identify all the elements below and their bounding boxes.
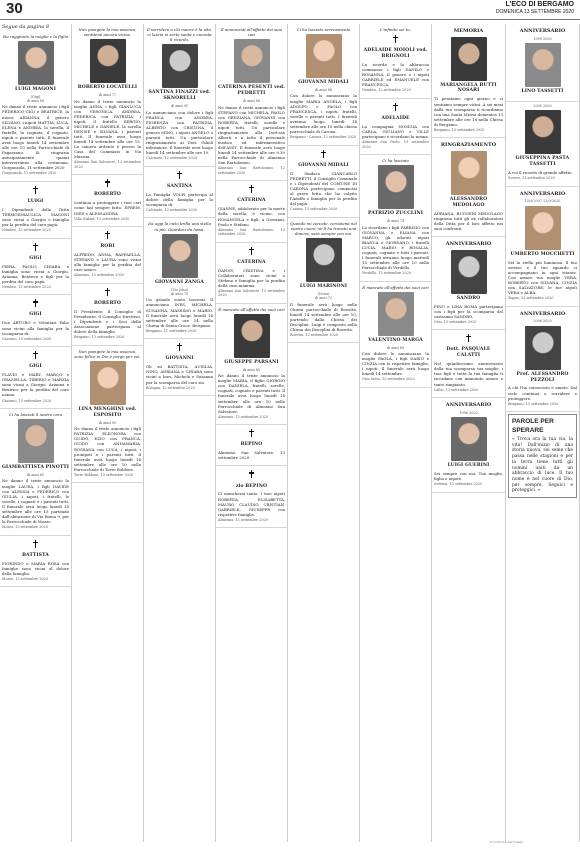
portrait-photo [451,37,487,81]
notice-item [144,218,215,339]
notice-item [72,346,143,484]
box-title: PAROLE PER SPERARE [512,418,554,434]
notice-intro: Da oggi la cielo brilla una stella in più. Guardaci da lassù. [148,221,211,232]
deceased-name: GIAMBATTISTA PINOTTI [2,465,70,471]
notice-place-date: Rovetta, 12 settembre 2020 [290,333,339,338]
page-number: 30 [6,0,23,17]
notice-body: La ricorda e la abbraccia commossa i figli DANILO e ROSANNA, il genero e i nipoti GABRIELE ed EMANUELE con FRANCESCA. [362,62,429,88]
deceased-name: ROBERTO LOCATELLI [77,85,138,91]
notice-item [432,24,505,138]
notice-place-date: Verdello, 12 settembre 2020 [362,271,411,276]
notice-body: La Famiglia VOLPI partecipa al dolore della famiglia per la scomparsa di. [146,191,213,207]
page-header [0,0,580,20]
deceased-name: LUIGI [27,198,44,204]
deceased-name: PATRIZIO ZUCCLINI [367,211,424,217]
deceased-name: BATTISTA [22,552,49,558]
deceased-name: CATERINA PESENTI ved. PEDRETTI [218,85,285,97]
age: di anni 77 [98,93,117,98]
notice-item [506,307,579,413]
deceased-name: UMBERTO MOCCHETTI [510,251,575,257]
portrait-photo [18,41,54,85]
portrait-photo [378,165,414,209]
notice-body: PIERA, PAOLO, CHIARA e famiglia sono vicini a Giorgio, Arianna, Beatrice e figli per la perdita del caro papà. [2,263,69,284]
notice-item [144,167,215,219]
notice-body: Con dolore lo annunciano la moglie MARIA ANGELA, i figli ADOLFO e PAOLO con FRANCESCA, i nipoti, fratelli, sorelle e parenti tutti. I funerali avranno luogo lunedì 14 settembre alle ore 10 nella chiesa parrocchiale di Carona. [290,93,357,135]
parole-per-sperare-box [508,414,577,498]
cross-icon [33,299,38,307]
nickname: (Gigi) [30,94,41,99]
deceased-name: GIOVANNI MIDALI [298,162,349,168]
notice-place-date: Carona, 13 settembre 2020 [290,207,338,212]
notice-body: Il Presidente, il Consiglio di Presidenza, il Consiglio Direttivo, i Dipendenti e i Soci della Associazione partecipano al dolore della famiglia. [74,308,141,335]
notice-body: Il Sindaco GIANCARLO PEDRETTI, il Consiglio Comunale e i Dipendenti del COMUNE DI CARONA partecipano commossi al grave lutto che ha colpito l'Adolfo e famiglia per la perdita del papà. [290,170,357,207]
notice-body: Con dolore lo annunciano la moglie PAOLA, i figli DARIO e CINZIA con le rispettive famiglie, i nipoti. Il funerale avrà luogo lunedì 14 settembre. [362,351,429,377]
notice-item [360,24,431,99]
continued-note: Segue da pagina 8 [2,24,50,30]
notice-place-date: Almenno, 13 settembre 2020 [74,273,124,278]
notice-place-date: Calcinate, 13 settembre 2020 [146,208,198,212]
notice-item [432,237,505,330]
notice-item [216,24,287,181]
age: di anni 88 [314,88,333,93]
portrait-photo [525,326,561,370]
notice-place-date: Mozzo, 13 settembre 2020 [2,576,48,581]
deceased-name: LUIGI MAGONI [15,86,56,92]
column-2 [72,24,144,842]
cross-icon [177,171,182,179]
portrait-photo [90,361,126,405]
notice-intro: È mancato all'affetto dei suoi cari [362,284,429,290]
deceased-name: BEPINO [240,442,263,448]
cross-icon [105,231,110,239]
notice-item [0,347,71,409]
notice-body: Almenno San Salvatore, 13 settembre 2020 [218,450,285,461]
notice-place-date: Almenno, 13 settembre 2020 [218,517,268,522]
notice-place-date: Nembro, 13 settembre 2020 [2,228,51,233]
notice-body: Ti pensiamo ogni giorno e ci sentiamo sempre vicini. A sei mesi dalla tua scomparsa ti ricordiamo con una Santa Messa domenica 13 settembre alle ore 18 nella Chiesa di Bergamo. [434,96,503,127]
portrait-photo [90,39,126,83]
notice-item [216,466,287,528]
deceased-name: GIGI [29,312,42,318]
notice-place-date: Lallio, 13 settembre 2020 [434,387,479,392]
notice-type: ANNIVERSARIO [445,402,492,409]
notice-body: La compagnia NOSIGIA con CARLA, GIULIANO e VILLE partecipano e ricordano la nonna. [362,123,429,140]
cross-icon [249,429,254,437]
age: di anni 91 [170,104,189,109]
deceased-name: MARIANGELA BUTTI NOSARI [440,82,497,94]
deceased-name: CATERINA [237,198,266,204]
cross-icon [393,35,398,43]
notice-place-date: Sovere, 13 settembre 2020 [508,176,555,181]
deceased-name: SANDRO [456,295,481,301]
notice-type: ANNIVERSARIO [445,241,492,248]
notice-body: DANNY, CRISTINA e i Collaboratori sono vicini a Stefano e famiglia per la perdita della cara mamma. [218,267,285,288]
issue-date: DOMENICA 13 SETTEMBRE 2020 [495,9,574,15]
notice-body: A voi il ricordo di grande affetto. [508,170,573,176]
notice-body: Un grande vuoto lascerai. Il annunciano INES, MICHELA, SUSANNA, MASSIMO e MARIO. Il funerale avrà luogo lunedì 14 settembre alle ore 14 nella Chiesa di Santa Croce. Bergamo. [146,297,213,328]
notice-type: ANNIVERSARIO [519,28,566,34]
notice-years: 1999 2020 [533,36,552,41]
notice-item [360,99,431,155]
notice-body: Il funerale avrà luogo nella Chiesa parrocchiale di Rovetta, lunedì 14 settembre alle ore 10, partendo dalla Chiesa dei Disciplini. Luigi è composto nella Chiesa dei Disciplini di Rovetta. [290,301,357,332]
notice-place-date: Osio Sotto, 12 settembre 2020 [362,377,415,382]
notice-place-date: Almenno, 13 settembre 2020 [218,414,268,419]
nickname: (Dossi) [317,291,330,296]
deceased-name: GIOVANNI MIDALI [298,80,349,86]
notice-body: Gli zii BATTISTA, AUSILIA, NINO, ADRIANA e CHIARA sono vicini a Ines, Michela e Susanna per la scomparsa del caro zio. [146,364,213,385]
notice-body: Sei la stella più luminosa. Il tuo sorriso e il tuo sguardo ci accompagnano in ogni istante. Con amore tua moglie VERA, ROBERTO con SILVANA, CINZIA con SALVATORE, le tue nipoti VERA e ALBA. [508,259,577,296]
notice-place-date: Almenno San Paolo, 13 settembre 2020 [362,140,429,149]
notice-body: Nel quindicesimo anniversario della tua scomparsa tua moglie, i tuoi figli e tutta la tua famiglia ti ricordano con immutato amore e tanto rimpianto. [434,361,503,387]
notice-body: Ne danno il triste annuncio la moglie LAURA, i figli DAVIDE con ALESSIA e FEDERICO con GIULIA, i nipoti, i fratelli, le sorelle, i cognati e i parenti tutti. Il funerale avrà luogo lunedì 14 settembre alle ore 15 partendo dall'abitazione di Via Roma 9, per la Parrocchiale di Mozzo. [2,478,69,525]
notice-type: ANNIVERSARIO [519,310,566,317]
notice-years: 2005 2020 [533,103,552,108]
notice-place-date: Bergamo, 13 settembre 2020 [434,127,485,132]
notice-body: GIANNE, addolorato per la morte della sorella, è vicino, con ROSANGELA e figli, a Giovanni, Paolo e Stefano. [218,206,285,227]
notice-place-date: Almenno San Bartolomeo, 12 settembre 2020 [218,166,285,175]
notice-body: A chi l'ha conosciuto e amato. Dal cielo continua a sorridere e proteggere. [508,385,577,401]
deceased-name: GIGI [29,255,42,261]
deceased-name: VALENTINO MARGA [368,337,423,343]
cross-icon [33,243,38,251]
deceased-name: zio BEPINO [235,483,268,489]
deceased-name: LINA MENGHINI ved. ESPOSITO [78,406,137,418]
notice-item [0,536,71,588]
notice-body: Ne danno il triste annuncio la moglie ANNA, i figli GIANLUCA con VERONICA, ANDREA, FEDERICA con PATRIZIA, i nipoti, il fratello SERGIO, MICHELE e DANIELE, la sorella DENISE e SILVANA, i parenti tutti. Il funerale avrà luogo lunedì 14 settembre alle ore 15. La camera ardente è presso la Casa del Commiato in Via Mazzini. [74,98,141,160]
portrait-photo [525,206,561,250]
age: di anni 89 [386,345,405,350]
notice-place-date: Calcinate, 12 settembre 2020 [146,156,198,161]
deceased-name: SANTINA FINAZZI ved. SKNORELLI [148,90,211,102]
cross-icon [249,470,254,478]
column-6 [360,24,432,842]
notice-intro: Non piangete la mia assenza, sono felice in Dio e prego per voi. [74,348,141,359]
deceased-name: LINO TASSETTI [521,88,564,94]
notice-place-date: Almenno San Bartolomeo, 13 settembre 2020 [218,227,285,237]
notice-item [0,239,71,296]
column-8 [506,24,580,842]
box-text: « Trova ora la tua via, la vita! Dall'inizio di una storia nuova, sei seme che passa nelle stagioni e per la terra tiene tutti gli uomini uniti da un abbraccio di luce. Il tuo nome è nel cuore di Dio, per sempre. Seguici e proteggici. » [512,437,573,494]
notice-body: Sei sempre con noi. Tua moglie, figlio e nipote. [434,470,503,481]
column-7 [432,24,506,842]
notice-item [144,24,215,167]
notice-body: ADRIANA, RUGGERI MEDOLAGO ringrazia tutti gli ex collaboratori della Ditta per il loro affetto nei suoi confronti. [434,210,503,231]
notice-item [432,330,505,398]
notice-item [0,409,71,536]
notice-item [432,398,505,492]
deceased-name: ALESSANDRO MEDOLAGO [449,196,488,208]
footer-credit: Il Conforto del Fedele [490,840,524,844]
notice-years: 2006 2020 [533,319,552,324]
portrait-photo [162,44,198,88]
deceased-name: GIUSEPPINA PASTA TASSETTI [515,156,570,168]
deceased-name: Prof. ALESSANDRO PEZZOLI [516,371,569,383]
notice-place-date: Bergamo, 13 settembre 2020 [508,401,559,406]
notice-place-date: Osio, 13 settembre 2020 [434,319,477,324]
deceased-name: SANTINA [166,183,193,189]
age: di anni 89 [26,98,45,103]
notice-place-date: Bologna, 12 settembre 2020 [146,385,195,390]
age: di anni 90 [98,420,117,425]
age: di anni 72 [314,296,333,301]
notice-place-date: Zogno, 13 settembre 2020 [508,296,554,301]
notice-body: continua a proteggere i tuoi cari come hai sempre fatto. EFREM, INES e ALESSANDRA. [74,200,141,216]
cross-icon [466,334,471,342]
notice-body: Ne danno il triste annuncio i figli FEDERICO-GIGI e BEATRICE, la nuora ARIANNA, il genero SILVANO, i nipoti MATTIA, LUCA, ELENA e ANDREA, la sorella, il fratello, la cognata, il cognato, nipoti e parenti tutti. Il funerale avrà luogo lunedì 14 settembre alle ore 10 nella Parrocchiale di Pagazzano. Si ringrazia anticipatamente quanti interverranno alla cerimonia. Gorgonzola, 11 settembre 2020 [2,104,69,171]
deceased-name: GIUSEPPE PARSANI [224,359,279,365]
cross-icon [33,351,38,359]
notice-body: Ci mancherai tanto. I tuoi nipoti ROBERTA, ELISABETTA, MAURO, CLAUDIO, CRISTIAN, GABRIELE, GIUSEPPE con rispettive famiglie. [218,491,285,517]
deceased-name: ROBERTO [93,192,122,198]
age: di anni 86 [242,99,261,104]
notice-item [216,243,287,304]
deceased-name: LUIGI GUERINI [447,462,490,468]
cross-icon [33,186,38,194]
cross-icon [249,185,254,193]
cross-icon [177,343,182,351]
notice-item [506,187,579,307]
notice-type: ANNIVERSARIO [519,190,566,197]
notice-body: Ne danno il triste annuncio i figli PATRIZIA, ELEONORA con GUIDO, EZIO con FRANCA, GUIDO con ANNAMARIA, ROSSANA con LUCA, i nipoti, i pronipoti e i parenti tutti. Il funerale avrà luogo lunedì 14 settembre alle ore 10 nella Parrocchiale di Torre Boldone. [74,426,141,472]
notice-intro: Ha raggiunto la moglie e la figlia [2,33,69,39]
notice-place-date: Almenno San Salvatore, 13 settembre 2020 [218,288,285,298]
portrait-photo [451,151,487,195]
cross-icon [249,247,254,255]
column-1 [0,24,72,842]
notice-body: Lo ricordano i figli FABRIZIO con GIOVANNA e ELIANA con MARCO, gli adorati nipoti BIANCA e GIORDANO, i fratelli LUCIA, MARIO e ROSALIA, cognati, cognate e tutti i parenti. I funerali avranno luogo martedì 15 settembre alle ore 10 nella Parrocchiale di Verdello. [362,224,429,271]
age: di anni 65 [26,473,45,477]
portrait-photo [306,34,342,78]
portrait-photo [525,110,561,154]
notice-type: MEMORIA [453,28,484,34]
deceased-name: CATERINA [237,259,266,265]
notice-item [0,31,71,182]
notice-place-date: Sedrina, 13 settembre 2020 [434,482,483,487]
notice-item [360,282,431,388]
deceased-name: ROBERTO [93,300,122,306]
notice-years: 1996 2020 [459,410,478,415]
notice-place-date: Bergamo, 13 settembre 2020 [74,335,125,340]
column-3 [144,24,216,842]
notice-item [216,425,287,466]
cross-icon [105,179,110,187]
notice-place-date: Almenno San Salvatore, 12 settembre 2020 [74,160,141,169]
notice-place-date: Torre Boldone, 13 settembre 2020 [74,472,134,477]
portrait-photo [234,39,270,83]
notice-type: RINGRAZIAMENTO [440,142,497,149]
notice-body: FLAVIO e MARY, MARCO e GRAZIELLA, TIBERIO e MARZIA sono vicini a Giorgio, Arianna e Beatrice per la perdita del caro nonno. [2,372,69,398]
portrait-photo [306,238,342,282]
notice-place-date: Villa d'Almè, 13 settembre 2020 [74,216,130,221]
portrait-photo [525,43,561,87]
cross-icon [393,103,398,111]
portrait-photo [234,314,270,358]
notice-intro: Non piangete la mia assenza, sentitemi ancora vicino. [78,27,137,38]
notice-intro: L'infinito sei tu. [380,27,411,32]
notice-item [216,181,287,242]
notice-place-date: Gavarno, 13 settembre 2020 [2,336,52,341]
notice-intro: Ci ha lasciati il nostro caro [8,411,63,417]
cross-icon [33,540,38,548]
notice-item [216,304,287,426]
notice-item [72,284,143,346]
deceased-name: LUIGI MARINONI [299,283,348,289]
notice-place-date: Mozzo, 13 settembre 2020 [2,525,48,530]
age: di anni 79 [170,291,189,296]
notice-body: Don ARTURO e Volontari Palio sono vicini alla famiglia per la scomparsa di. [2,320,69,336]
deceased-name: GIGI [29,364,42,370]
cross-icon [105,288,110,296]
portrait-photo [451,417,487,461]
notice-place-date: Bergamo, 11 settembre 2020 [146,328,197,333]
notice-place-date: Gavarno, 13 settembre 2020 [2,398,52,403]
notice-intro: Ci ha lasciato serenamente [296,27,351,32]
deceased-name: ADELAIDE [381,115,410,121]
age: di anni 85 [242,367,261,372]
deceased-name: GIOVANNI ZANGA [155,279,204,285]
notice-intro: Ci ha lasciato [382,158,409,164]
notice-item [288,24,359,146]
notice-body: Ne danno il triste annuncio i figli STEFANO con MICHELA, PAOLO con GENZIANA, GIOVANNI con ROBERTA, fratelli, sorelle e nipoti tutti. Un particolare ringraziamento alla Dott.ssa Alberti e a tutto il personale medico ed infermieristico dell'ASST. Il funerale avrà luogo lunedì 14 settembre alle ore 9.30 nella Parrocchiale di Almenno San Bartolomeo. [218,104,285,166]
notice-item [72,227,143,284]
notice-intro: Il sorridere a chi muore è la vita, ci lascia in sorte santa e onorata il ricordo. [146,27,213,43]
column-5 [288,24,360,842]
notice-place-date: Bergamo - Carona, 12 settembre 2020 [290,135,357,140]
notice-item [144,339,215,396]
notice-body: FINO e LINA ROMA partecipano con i figli per la scomparsa del carissimo SANDRO. [434,303,503,319]
portrait-photo [18,419,54,463]
notice-item [0,182,71,239]
portrait-photo [451,250,487,294]
deceased-name: ROBI [100,244,115,250]
notice-body: La annunciano con dolore i figli FRANCA con ANDREA, FIORENZA con PATRIZIA, ALBERTO con CRISTINA, il genero MINO, i nipoti ANGELO e parenti tutti. Un particolare ringraziamento ai Dott. Gilioli infermiere. Il funerale avrà luogo lunedì 14 settembre alle ore 10. [146,109,213,156]
notice-intro: Il annunciati all'affetto dei suoi cari [220,27,283,38]
notice-intro: È mancato all'affetto dei suoi cari [218,306,285,312]
portrait-photo [378,292,414,336]
deceased-name: ADELAIDE MOIOLI ved. BRIGNOLI [363,48,428,60]
newspaper-name: L'ECO DI BERGAMO [505,1,574,8]
deceased-name: Dott. PASQUALE CALATTI [446,347,491,359]
notice-item [432,138,505,237]
deceased-name: GIOVANNI [165,356,194,362]
notice-item [506,102,579,187]
notice-item [506,24,579,102]
nickname: (Zio John) [171,287,188,292]
notice-item [0,295,71,347]
age: di anni 74 [386,219,405,224]
notice-item [288,146,359,218]
notice-place-date: Gorgonzola, 11 settembre 2020 [2,171,57,176]
notice-body: ALFREDO, ANNA, RAFFAELLA, STEFANO e LAURA sono vicini alla famiglia per la perdita del caro amico. [74,252,141,273]
notice-body: I Dipendenti della Ditta TERMOIDRAULICA MAGONI sono vicini a Giorgio e famiglia per la perdita del caro papà. [2,206,69,228]
notice-intro: Quando mi cercate, cercatemi nel vostro cuore; se lì ho trovato una dimora, sarò sempre con voi. [290,220,357,236]
column-4 [216,24,288,842]
notice-place-date: Nembro, 12 settembre 2020 [362,88,411,93]
notice-years: 13/9/2007 13/9/2020 [524,199,561,204]
notice-item [72,24,143,175]
notice-item [360,155,431,282]
notice-item [288,218,359,344]
notice-body: Ne danno il triste annuncio la moglie MARIA, il figlio GIORGIO con DANIELA, fratelli, sorelle, cognati, cognate e parenti tutti. Il funerale avrà luogo lunedì 14 settembre alle ore 10 nella Parrocchiale di Almenno San Salvatore. [218,373,285,414]
notice-item [72,175,143,227]
notice-place-date: Nembro, 13 settembre 2020 [2,284,51,289]
portrait-photo [162,234,198,278]
notice-body: FIORINDO e MARIA ROSA con famiglie sono vicini al dolore della famiglia. [2,560,69,576]
cross-icon [321,150,326,158]
